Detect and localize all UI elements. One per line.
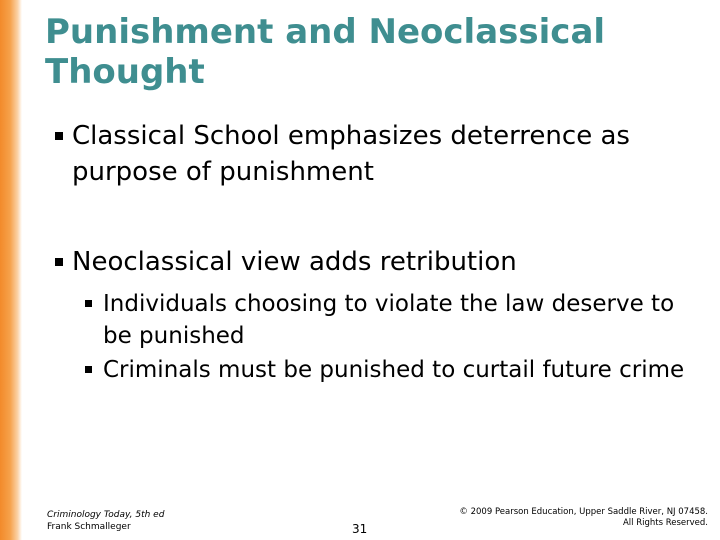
author-name: Frank Schmalleger xyxy=(47,522,131,532)
square-bullet-icon xyxy=(85,366,92,373)
square-bullet-icon xyxy=(85,300,92,307)
sub-bullet-text: Individuals choosing to violate the law deserve to be punished xyxy=(103,291,675,349)
copyright-notice xyxy=(398,507,708,529)
book-title: Criminology Today, 5th ed xyxy=(47,510,165,520)
sub-bullet-item xyxy=(80,354,690,386)
bullet-item xyxy=(45,118,685,190)
page-number: 31 xyxy=(352,522,368,536)
bullet-text: Classical School emphasizes deterrence as purpose of punishment xyxy=(72,121,630,187)
square-bullet-icon xyxy=(55,132,63,140)
footer-book-info xyxy=(47,509,164,533)
bullet-text: Neoclassical view adds retribution xyxy=(72,247,517,277)
sub-bullet-item xyxy=(80,288,690,352)
bullet-item xyxy=(45,244,685,280)
slide-title: Punishment and Neoclassical Thought xyxy=(45,12,606,92)
copyright-line: © 2009 Pearson Education, Upper Saddle River, NJ 07458. xyxy=(459,507,708,517)
sub-bullet-text: Criminals must be punished to curtail future crime xyxy=(103,357,685,383)
copyright-line: All Rights Reserved. xyxy=(622,518,708,528)
square-bullet-icon xyxy=(55,258,63,266)
orange-side-bar xyxy=(0,0,22,540)
sub-bullet-list xyxy=(80,288,690,388)
